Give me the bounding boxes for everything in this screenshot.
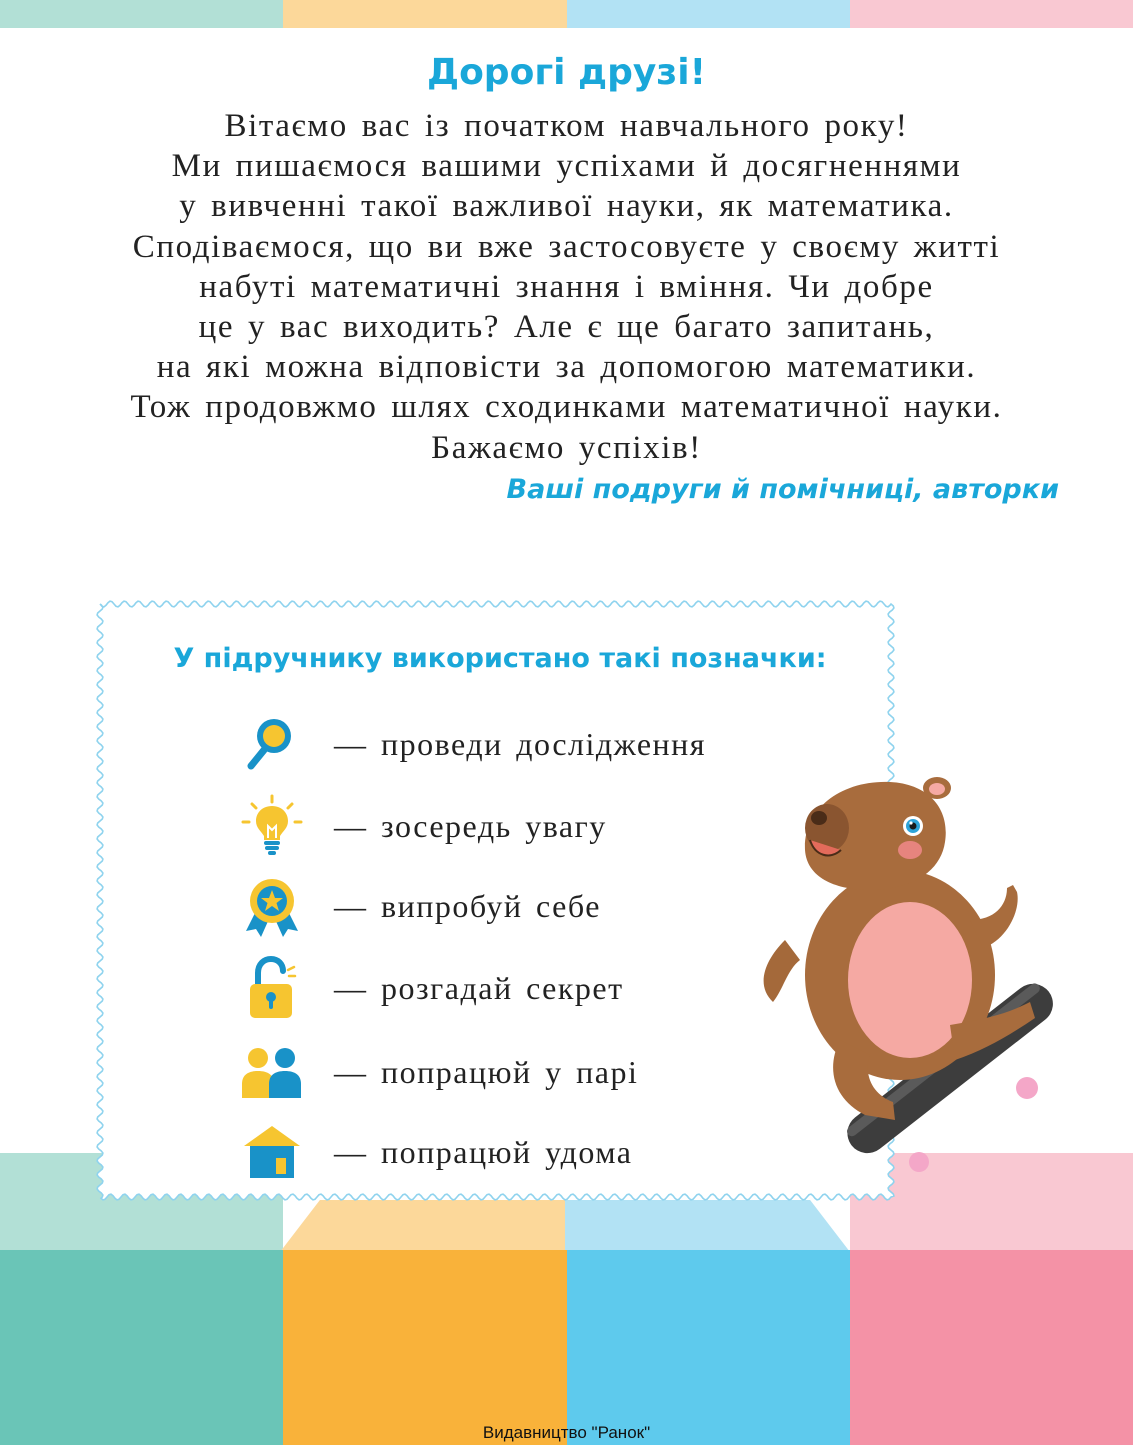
legend-item-text: — зосередь увагу: [334, 807, 607, 844]
legend-item-text: — попрацюй удома: [334, 1133, 633, 1170]
bottom-band-orange: [283, 1250, 566, 1445]
top-stripe-green: [0, 0, 283, 28]
letter-line: Вітаємо вас із початком навчального року!: [224, 108, 909, 144]
top-color-stripes: [0, 0, 1133, 28]
letter-line: Ми пишаємося вашими успіхами й досягненнями: [171, 148, 962, 185]
page-title: Дорогі друзі!: [427, 52, 706, 93]
padlock-icon: [240, 956, 304, 1020]
legend-item-text: — проведи дослідження: [334, 725, 707, 762]
letter-line: Бажаємо успіхів!: [431, 429, 702, 466]
letter-line: Сподіваємося, що ви вже застосовуєте у своєму житті: [132, 228, 1001, 265]
legend-item-pair-work: [240, 1040, 638, 1104]
legend-item-text: — випробуй себе: [334, 887, 601, 924]
lightbulb-icon: [240, 794, 304, 858]
letter-line: Тож продовжмо шлях сходинками математичної науки.: [130, 389, 1003, 426]
legend-item-test-yourself: [240, 874, 601, 938]
capybara-skateboard-illustration: [745, 770, 1065, 1180]
legend-item-secret: [240, 956, 624, 1020]
legend-item-text: — розгадай секрет: [334, 969, 624, 1006]
letter-signature: Ваші подруги й помічниці, авторки: [506, 474, 1059, 505]
bottom-band-pink: [850, 1250, 1133, 1445]
legend-title: У підручнику використано такі позначки:: [173, 643, 827, 674]
bottom-dark-bands: [0, 1250, 1133, 1445]
bottom-band-blue: [567, 1250, 850, 1445]
legend-item-home-work: [240, 1120, 633, 1184]
pair-icon: [240, 1040, 304, 1104]
legend-item-research: [240, 712, 706, 776]
letter-line: на які можна відповісти за допомогою математики.: [156, 349, 977, 386]
house-icon: [240, 1120, 304, 1184]
magnifier-icon: [240, 712, 304, 776]
top-stripe-orange: [283, 0, 566, 28]
publisher-credit: Видавництво "Ранок": [482, 1423, 651, 1442]
letter-line: це у вас виходить? Але є ще багато запитань,: [198, 309, 935, 346]
greeting-letter: [40, 106, 1093, 468]
top-stripe-pink: [850, 0, 1133, 28]
legend-item-focus: [240, 794, 607, 858]
bottom-band-green: [0, 1250, 283, 1445]
letter-line: набуті математичні знання і вміння. Чи добре: [199, 268, 934, 305]
legend-item-text: — попрацюй у парі: [334, 1053, 639, 1090]
top-stripe-blue: [567, 0, 850, 28]
letter-line: у вивченні такої важливої науки, як математика.: [179, 188, 954, 225]
medal-icon: [240, 874, 304, 938]
